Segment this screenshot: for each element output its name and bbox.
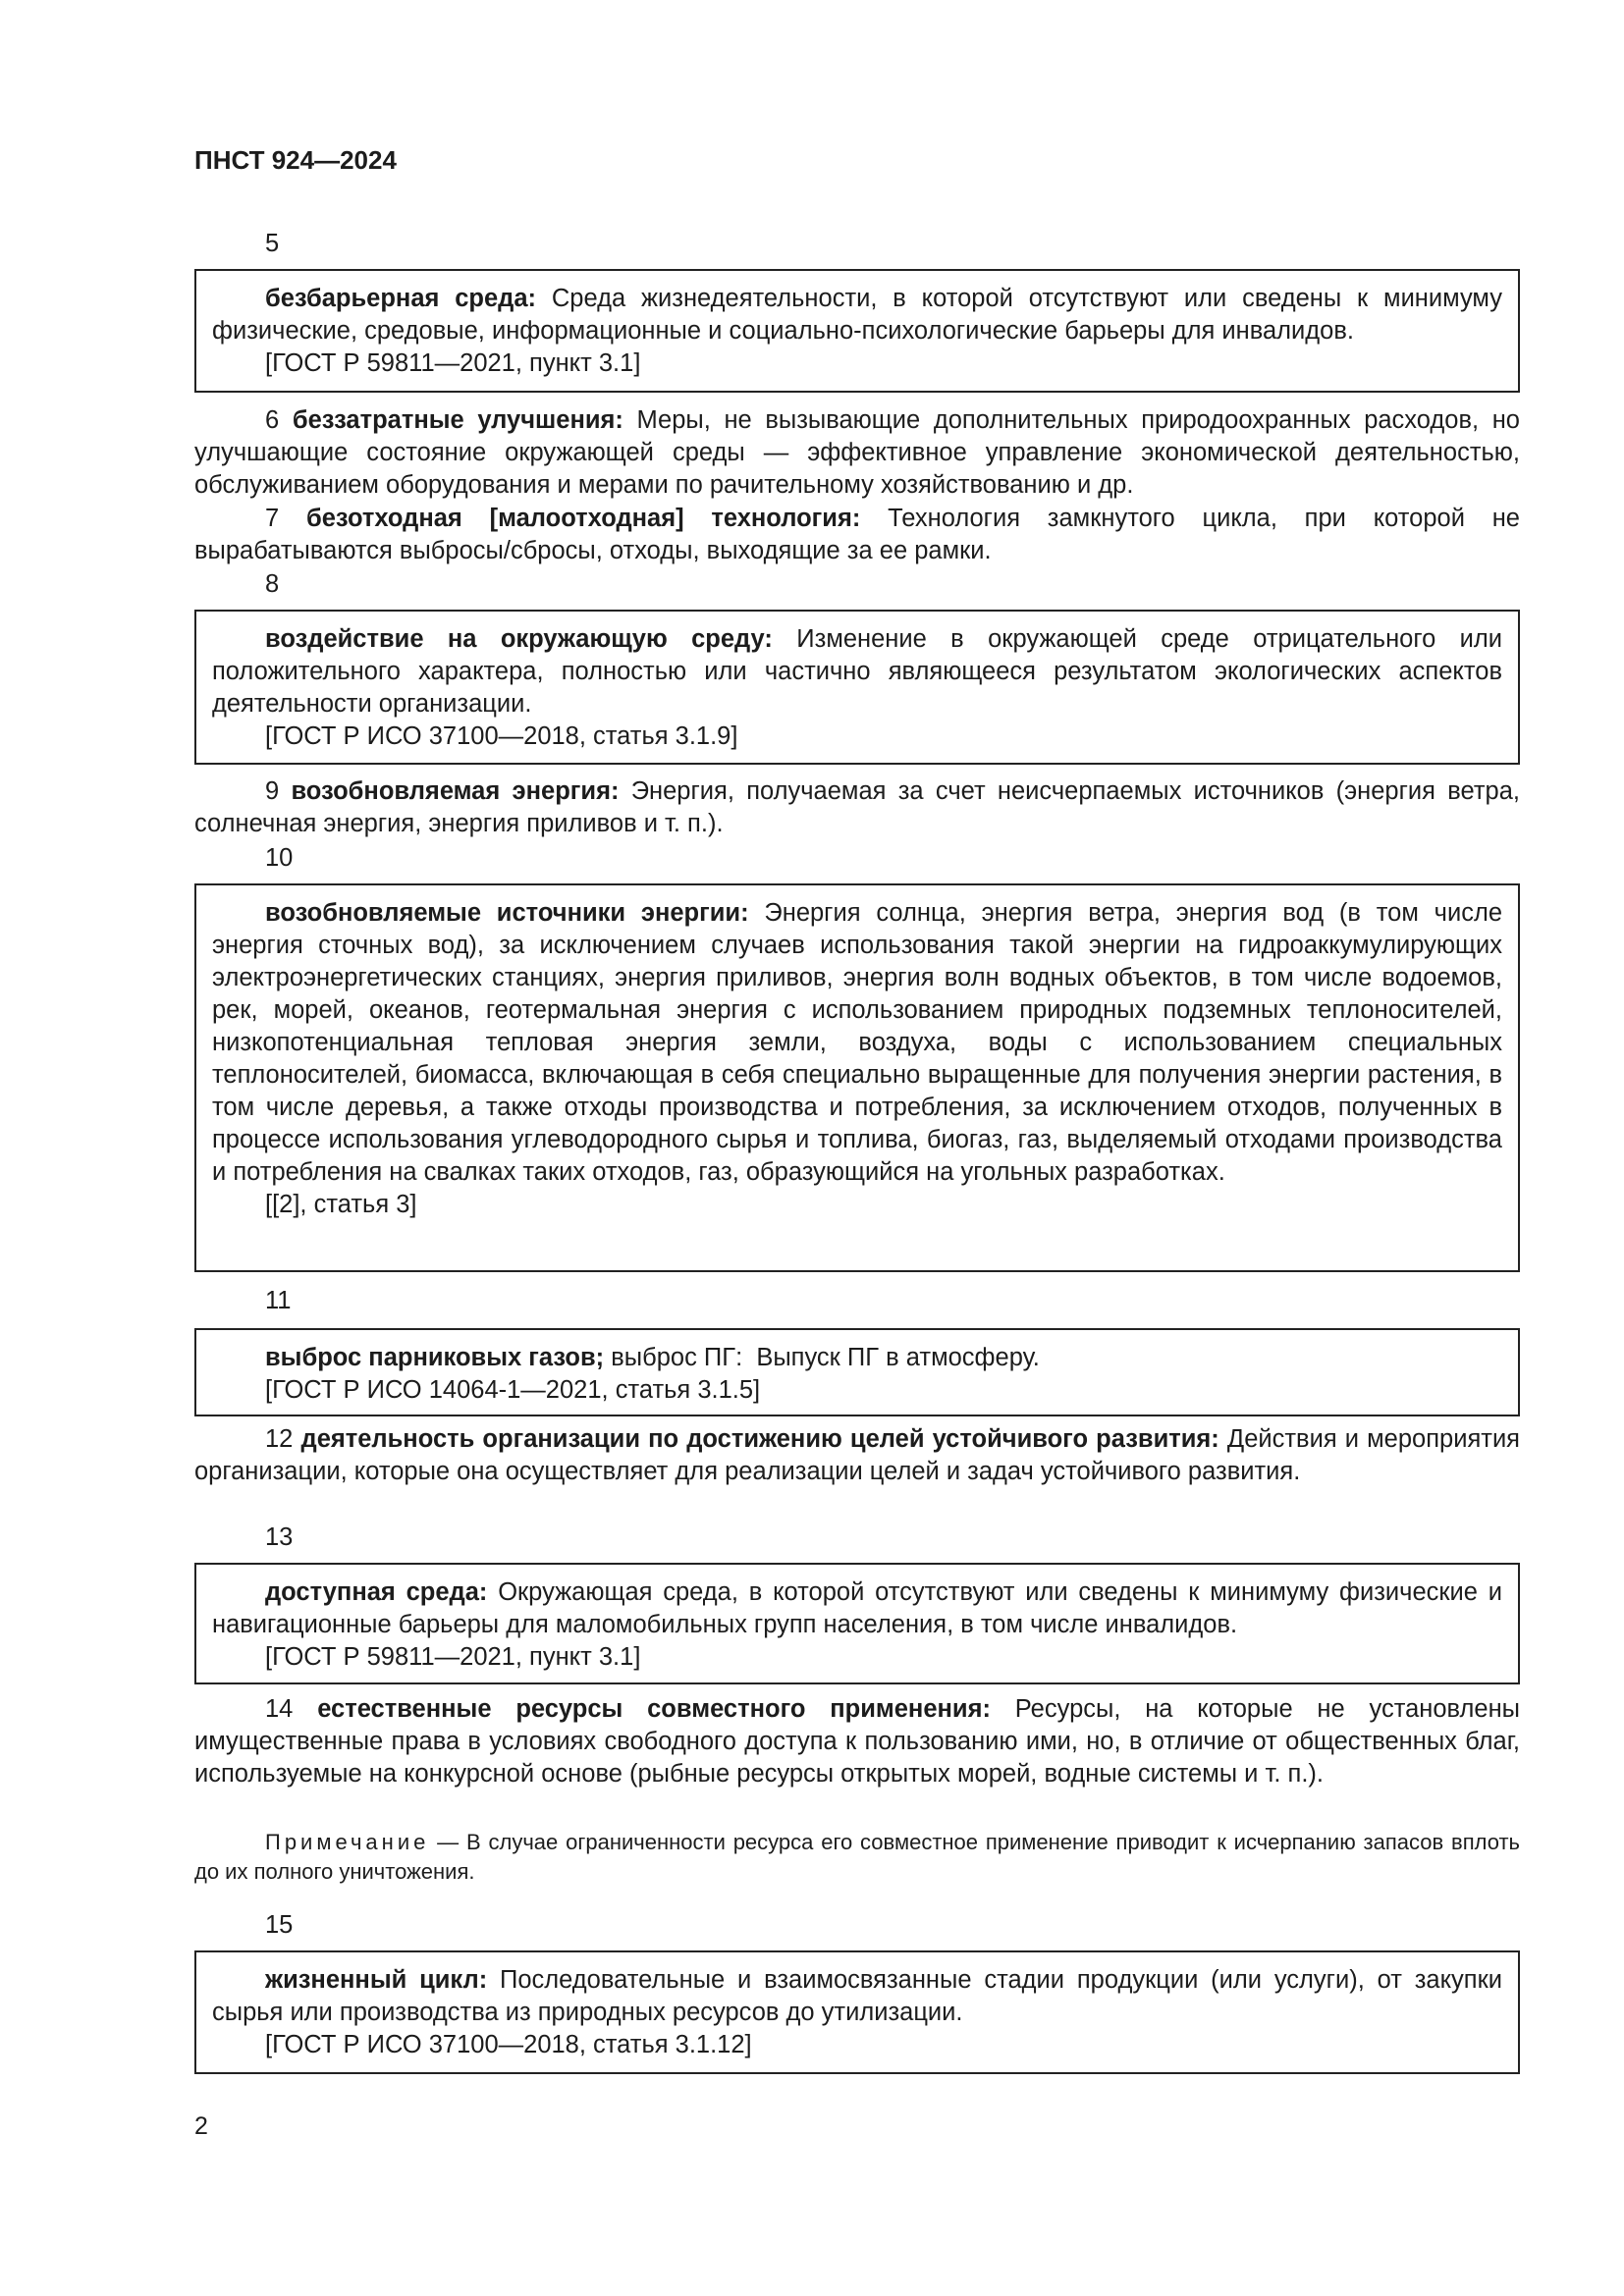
definition-box-11 — [194, 1328, 1520, 1416]
term-7: безотходная [малоотходная] технология: — [305, 505, 861, 532]
definition-10: Энергия солнца, энергия ветра, энергия вод (в том числе энергия сточных вод), за исключением случаев использования такой энергии на гидроаккумулирующих электроэнергетических станциях, энергия приливов, энергия волн водных объектов, в том числе водоемов, рек, морей, океанов, геотермальная энергия с использованием природных подземных теплоносителей, низкопотенциальная тепловая энергия земли, воздуха, воды с использованием специальных теплоносителей, биомасса, включающая в себя специально выращенные для получения энергии растения, в том числе деревья, а также отходы производства и потребления, за исключением отходов, полученных в процессе использования углеводородного сырья и топлива, биогаз, газ, выделяемый отходами производства и потребления на свалках таких отходов, газ, образующийся на угольных разработках. — [212, 899, 1502, 1186]
definition-15: Последовательные и взаимосвязанные стадии продукции (или услуги), от закупки сырья или производства из природных ресурсов до утилизации. — [212, 1966, 1502, 2026]
definition-12: Действия и мероприятия организации, которые она осуществляет для реализации целей и задач устойчивого развития. — [194, 1425, 1520, 1485]
term-15: жизненный цикл: — [265, 1966, 488, 1994]
definition-box-5 — [194, 269, 1520, 393]
definition-box-13 — [194, 1563, 1520, 1684]
definition-6: Меры, не вызывающие дополнительных природоохранных расходов, но улучшающие состояние окружающей среды — эффективное управление экономической деятельностью, обслуживанием оборудования и мерами по рачительному хозяйствованию и др. — [194, 406, 1520, 499]
entry-number-7: 7 — [265, 505, 280, 532]
entry-number-12: 12 — [265, 1425, 294, 1453]
definition-8: Изменение в окружающей среде отрицательного или положительного характера, полностью или частично являющееся результатом экологических аспектов деятельности организации. — [212, 625, 1503, 718]
paragraph-12 — [194, 1423, 1520, 1488]
source-13: [ГОСТ Р 59811—2021, пункт 3.1] — [265, 1643, 641, 1671]
entry-number-11: 11 — [265, 1287, 292, 1314]
entry-number-5: 5 — [265, 230, 280, 257]
note-14 — [194, 1828, 1520, 1887]
source-15: [ГОСТ Р ИСО 37100—2018, статья 3.1.12] — [265, 2031, 752, 2058]
note-text: — В случае ограниченности ресурса его совместное применение приводит к исчерпанию запасов вплоть до их полного уничтожения. — [194, 1830, 1520, 1884]
definition-box-15 — [194, 1950, 1520, 2074]
entry-number-14: 14 — [265, 1695, 294, 1723]
source-11: [ГОСТ Р ИСО 14064-1—2021, статья 3.1.5] — [265, 1376, 761, 1404]
term-9: возобновляемая энергия: — [291, 777, 620, 805]
term-11: выброс парниковых газов; — [265, 1344, 605, 1371]
definition-text-8 — [212, 623, 1502, 721]
definition-5: Среда жизнедеятельности, в которой отсутствуют или сведены к минимуму физические, средовые, информационные и социально-психологические барьеры для инвалидов. — [212, 285, 1502, 345]
definition-text-15 — [212, 1964, 1502, 2029]
term-10: возобновляемые источники энергии: — [265, 899, 749, 927]
document-header-id: ПНСТ 924—2024 — [194, 145, 397, 175]
definition-7: Технология замкнутого цикла, при которой не вырабатываются выбросы/сбросы, отходы, выходящие за ее рамки. — [194, 505, 1520, 564]
source-8: [ГОСТ Р ИСО 37100—2018, статья 3.1.9] — [265, 722, 738, 750]
alt-term-11: выброс ПГ: — [611, 1344, 743, 1371]
term-6: беззатратные улучшения: — [292, 406, 623, 434]
paragraph-14 — [194, 1693, 1520, 1790]
definition-box-8 — [194, 610, 1520, 765]
term-14: естественные ресурсы совместного применения: — [317, 1695, 991, 1723]
definition-9: Энергия, получаемая за счет неисчерпаемых источников (энергия ветра, солнечная энергия, энергия приливов и т. п.). — [194, 777, 1520, 837]
definition-text-5 — [212, 283, 1502, 347]
definition-11: Выпуск ПГ в атмосферу. — [756, 1344, 1040, 1371]
term-5: безбарьерная среда: — [265, 285, 537, 312]
term-8: воздействие на окружающую среду: — [265, 625, 773, 653]
entry-number-15: 15 — [265, 1911, 294, 1939]
definition-text-13 — [212, 1576, 1502, 1641]
definition-text-11 — [212, 1342, 1502, 1374]
term-13: доступная среда: — [265, 1578, 488, 1606]
entry-number-13: 13 — [265, 1523, 294, 1551]
entry-number-6: 6 — [265, 406, 280, 434]
paragraph-9 — [194, 775, 1520, 840]
source-10: [[2], статья 3] — [265, 1191, 417, 1218]
definition-text-10 — [212, 897, 1502, 1189]
page-number: 2 — [194, 2112, 208, 2140]
term-12: деятельность организации по достижению целей устойчивого развития: — [300, 1425, 1219, 1453]
entry-number-8: 8 — [265, 570, 280, 598]
definition-box-10 — [194, 883, 1520, 1272]
paragraph-6 — [194, 404, 1520, 502]
entry-number-9: 9 — [265, 777, 280, 805]
entry-number-10: 10 — [265, 844, 294, 872]
source-5: [ГОСТ Р 59811—2021, пункт 3.1] — [265, 349, 641, 377]
paragraph-7 — [194, 503, 1520, 567]
definition-13: Окружающая среда, в которой отсутствуют или сведены к минимуму физические и навигационные барьеры для маломобильных групп населения, в том числе инвалидов. — [212, 1578, 1502, 1638]
definition-14: Ресурсы, на которые не установлены имущественные права в условиях свободного доступа к пользованию ими, но, в отличие от общественных благ, используемые на конкурсной основе (рыбные ресурсы открытых морей, водные системы и т. п.). — [194, 1695, 1520, 1788]
note-label: Примечание — [265, 1830, 430, 1854]
